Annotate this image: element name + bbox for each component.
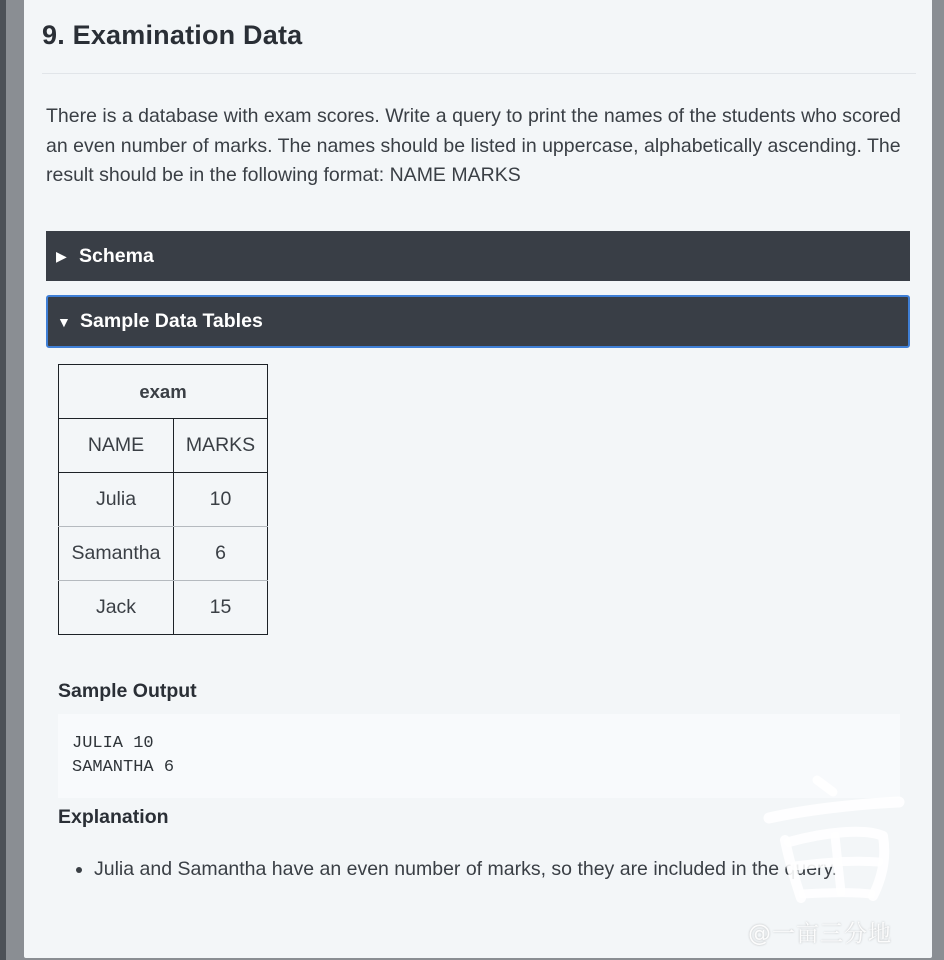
table-cell-marks: 6 bbox=[174, 527, 268, 581]
problem-title: 9. Examination Data bbox=[42, 20, 303, 50]
sample-data-tables-accordion[interactable] bbox=[46, 295, 910, 348]
output-line: JULIA 10 bbox=[72, 734, 154, 753]
schema-accordion[interactable] bbox=[46, 231, 910, 281]
sample-output-heading: Sample Output bbox=[58, 680, 197, 702]
explanation-heading: Explanation bbox=[58, 806, 169, 828]
problem-description: There is a database with exam scores. Write a query to print the names of the students who scored an even number of marks. The names should be listed in uppercase, alphabetically ascending. The result should be in the following format: NAME MARKS bbox=[46, 105, 901, 186]
table-row bbox=[59, 581, 268, 635]
table-name: exam bbox=[59, 365, 268, 419]
table-cell-name: Jack bbox=[59, 581, 174, 635]
column-header-marks: MARKS bbox=[174, 419, 268, 473]
sample-data-tables-label: Sample Data Tables bbox=[80, 310, 263, 332]
table-cell-name: Julia bbox=[59, 473, 174, 527]
watermark-logo-icon bbox=[755, 770, 905, 910]
table-cell-marks: 15 bbox=[174, 581, 268, 635]
window-edge bbox=[0, 0, 6, 960]
triangle-down-icon: ▼ bbox=[57, 313, 71, 330]
table-row bbox=[59, 527, 268, 581]
exam-table bbox=[58, 364, 268, 635]
watermark-text: @一亩三分地 bbox=[748, 921, 892, 947]
table-cell-marks: 10 bbox=[174, 473, 268, 527]
title-divider bbox=[42, 73, 916, 74]
output-line: SAMANTHA 6 bbox=[72, 758, 175, 777]
column-header-name: NAME bbox=[59, 419, 174, 473]
table-cell-name: Samantha bbox=[59, 527, 174, 581]
table-row bbox=[59, 473, 268, 527]
list-item: • Julia and Samantha have an even number of marks, so they are included in the query. bbox=[94, 855, 924, 884]
triangle-right-icon: ▶ bbox=[56, 247, 67, 264]
schema-accordion-label: Schema bbox=[79, 244, 154, 267]
